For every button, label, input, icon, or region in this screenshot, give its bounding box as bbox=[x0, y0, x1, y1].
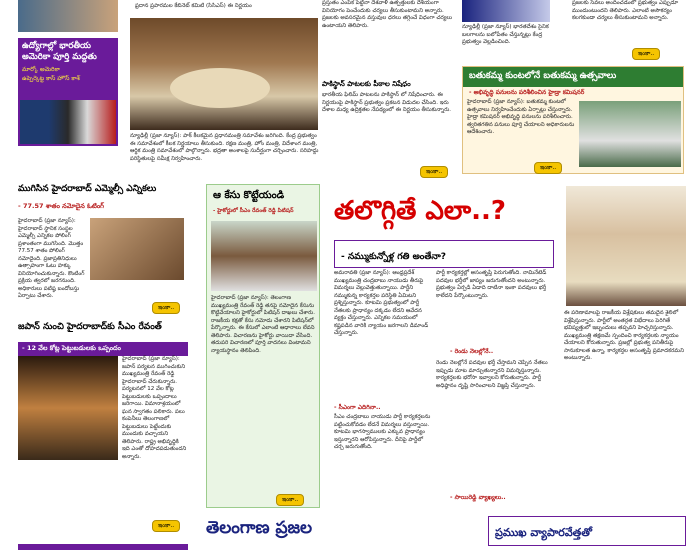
japan-body: హైదరాబాద్ (ప్రజా న్యూస్): జపాన్ పర్యటన ముగించుకుని ముఖ్యమంత్రి రేవంత్ రెడ్డి హైదరాబాద్ చేరుకున్నారు. పర్యటనలో 12 వేల కోట్ల పెట్టుబడులకు ఒప్పందాలు జరిగాయి. విమానాశ్రయంలో ఘన స్వాగతం పలికారు. పలు కంపెనీలు తెలంగాణలో పెట్టుబడులు పెట్టేందుకు ముందుకు వచ్చాయని తెలిపారు. రాష్ట్ర అభివృద్ధికి ఇది ఎంతో దోహదపడుతుందని అన్నారు. bbox=[122, 356, 187, 460]
mla-election-photo bbox=[90, 218, 184, 280]
main-label3: - సాయిరెడ్డి వ్యాఖ్యలు.. bbox=[450, 494, 506, 501]
top-left-sub2: ఉప్పెర్కెట్ట కాస్ హౌస్ కాశ్ bbox=[22, 75, 80, 82]
far-right-col-text: ప్రజలకు సేవలు అందించడంలో ప్రభుత్వం ఎప్పుడూ ముందుంటుందని తెలిపారు. ఎలాంటి అసౌకర్యం కలగకుండా చర్యలు తీసుకుంటామని అన్నారు. bbox=[572, 0, 679, 21]
more-button-1[interactable]: ఇంకా.. bbox=[420, 166, 448, 178]
cabinet-photo bbox=[130, 18, 318, 130]
japan-story bbox=[18, 322, 188, 532]
mla-election-headline: ముగిసిన హైదరాబాద్ ఎమ్మెల్సీ ఎన్నికలు bbox=[18, 184, 157, 194]
bathukamma-box bbox=[462, 66, 684, 174]
more-button-2[interactable]: ఇంకా.. bbox=[632, 48, 660, 60]
cabinet-body: న్యూఢిల్లీ (ప్రజా న్యూస్): పాక్ కీలకమైన ప్రధానమంత్రి సమావేశం జరిగింది. కేంద్ర ప్రభుత్వం ఈ సమావేశంలో కీలక నిర్ణయాలు తీసుకుంది. రక్షణ మంత్రి, హోం మంత్రి, విదేశాంగ మంత్రి, ఆర్థిక మంత్రి సమావేశంలో పాల్గొన్నారు. భద్రతా అంశాలపై సుదీర్ఘంగా చర్చించారు. సరిహద్దు పరిస్థితులపై సమీక్ష నిర్వహించారు. bbox=[130, 133, 319, 162]
top-right-col-text: న్యూఢిల్లీ (ప్రజా న్యూస్) భారతదేశం సైనిక బలగాలను బలోపేతం చేస్తున్నట్లు కేంద్ర ప్రభుత్వం వెల్లడించింది. bbox=[462, 24, 549, 45]
mla-election-body: హైదరాబాద్ (ప్రజా న్యూస్): హైదరాబాద్ స్థానిక సంస్థల ఎమ్మెల్సీ ఎన్నికల పోలింగ్ ప్రశాంతంగా ముగిసింది. మొత్తం 77.57 శాతం పోలింగ్ నమోదైంది. ప్రజాప్రతినిధులు ఉత్సాహంగా ఓటు హక్కు వినియోగించుకున్నారు. కౌంటింగ్ ప్రక్రియ త్వరలో జరగనుంది. అధికారులు పటిష్ఠ బందోబస్తు ఏర్పాటు చేశారు. bbox=[18, 218, 85, 299]
bathukamma-sub: - అభివృద్ధి పనులను పరిశీలించిన హైడ్రా కమిషనర్ bbox=[469, 89, 585, 96]
main-col1b: సీఎం చంద్రబాబు నాయుడు పార్టీ కార్యకర్తలను పట్టించుకోవడం లేదనే విమర్శలు వస్తున్నాయి. కూటమి భాగస్వాములకు ఎక్కువ ప్రాధాన్యం ఇస్తున్నారని ఆరోపిస్తున్నారు. దీనిపై పార్టీలో చర్చ జరుగుతోంది. bbox=[334, 414, 431, 450]
more-button-5[interactable]: ఇంకా.. bbox=[152, 520, 180, 532]
chandrababu-photo bbox=[566, 186, 686, 306]
japan-sub-bar bbox=[18, 342, 188, 356]
bottom-left-strip bbox=[18, 544, 188, 550]
top-left-photo bbox=[18, 0, 118, 32]
more-button-4[interactable]: ఇంకా.. bbox=[152, 302, 180, 314]
main-col2: పార్టీ కార్యకర్తల్లో అసంతృప్తి పెరుగుతోంది. నామినేటెడ్ పదవుల భర్తీలో జాప్యం జరుగుతోందని అంటున్నారు. ప్రభుత్వం ఏర్పడి ఏడాది దాటినా ఇంకా పదవులు భర్తీ కాలేదని పేర్కొంటున్నారు. bbox=[436, 270, 547, 299]
bottom-business-box bbox=[488, 516, 686, 546]
cabinet-caption: ఫ్రదాన ప్రపారమల కేబినెట్ కమిటి (సిసిఎస్) ఈ నిర్ణయం bbox=[135, 3, 252, 9]
japan-headline: జపాన్ నుంచి హైదరాబాద్‌కు సీఎం రేవంత్ bbox=[18, 322, 162, 332]
top-left-photo-2 bbox=[20, 100, 116, 144]
bathukamma-headline: బతుకమ్మ కుంటలోనే బతుకమ్మ ఉత్సవాలు bbox=[463, 67, 683, 87]
bottom-telangana-headline: తెలంగాణ ప్రజల bbox=[206, 518, 313, 538]
more-button-6[interactable]: ఇంకా.. bbox=[276, 494, 304, 506]
revanth-photo bbox=[211, 221, 317, 291]
top-left-headline: ఉద్యోగాల్లో భారతీయ అమెరికా పూర్తి మద్దతు bbox=[22, 41, 97, 62]
main-headline: తలొగ్గితే ఎలా..? bbox=[334, 196, 506, 226]
main-label2: - సీఎంగా ఎదిగినా.. bbox=[334, 404, 381, 411]
main-sub-box bbox=[334, 240, 554, 268]
top-left-sub: మార్కో అమెరికా bbox=[22, 66, 60, 73]
revanth-headline: ఆ కేసు కొట్టేయండి bbox=[213, 190, 285, 201]
japan-sub: - 12 వేల కోట్ల పెట్టుబడులకు ఒప్పందం bbox=[22, 344, 121, 352]
main-sub: - నమ్ముకున్నోళ్ల గతి అంతేనా? bbox=[341, 252, 446, 262]
main-col3: ఈ పరిణామాలపై రాజకీయ విశ్లేషకులు తమదైన శైలిలో విశ్లేషిస్తున్నారు. పార్టీలో అంతర్గత విభేదాలు పెరిగితే భవిష్యత్తులో ఇబ్బందులు తప్పవని హెచ్చరిస్తున్నారు. ముఖ్యమంత్రి తక్షణమే స్పందించి కార్యకర్తలకు న్యాయం చేయాలని కోరుతున్నారు. ప్రజల్లో ప్రభుత్వ పనితీరుపై సానుకూలత ఉన్నా, కార్యకర్తల అసంతృప్తి ప్రమాదకరమని అంటున్నారు. bbox=[564, 310, 684, 361]
revanth-body: హైదరాబాద్ (ప్రజా న్యూస్): తెలంగాణ ముఖ్యమంత్రి రేవంత్ రెడ్డి తనపై నమోదైన కేసును కొట్టివేయాలని హైకోర్టులో పిటిషన్ దాఖలు చేశారు. రాజకీయ కక్షతో కేసు నమోదు చేశారని పిటిషన్‌లో పేర్కొన్నారు. ఈ కేసులో ఎలాంటి ఆధారాలు లేవని తెలిపారు. విచారణను హైకోర్టు వాయిదా వేసింది. తదుపరి విచారణలో పూర్తి వాదనలు వింటామని న్యాయస్థానం తెలిపింది. bbox=[211, 295, 315, 354]
mid-col-text2: భారతీయ ఫిలిమ్ పాటలను పాకిస్థాన్ లో నిషేధించారు. ఈ నిర్ణయంపై పాకిస్థాన్ ప్రభుత్వం ప్రకటన విడుదల చేసింది. ఇరు దేశాల మధ్య ఉద్రిక్తతల నేపథ్యంలో ఈ నిర్ణయం తీసుకున్నారు. bbox=[322, 92, 452, 113]
revanth-sub: - హైకోర్టులో సీఎం రేవంత్ రెడ్డి పిటిషన్ bbox=[213, 208, 294, 214]
mid-col-headline: పాకిస్థాన్ పాటలకు పీఠాల నిషేధం bbox=[322, 80, 411, 88]
bathukamma-photo bbox=[579, 101, 681, 167]
mid-col-text: ప్రస్తుతం ఎంపిక పెట్టినా దేశవాళీ ఉత్పత్తులకు దేశీయంగా వినియోగం పెంచేందుకు చర్యలు తీసుకుంటామని అన్నారు. ప్రజలకు అవసరమైన వస్తువుల ధరలు తగ్గించే విధంగా చర్యలు ఉంటాయని తెలిపారు. bbox=[322, 0, 453, 29]
main-col1: అమరావతి (ప్రజా న్యూస్): ఆంధ్రప్రదేశ్ ముఖ్యమంత్రి చంద్రబాబు నాయుడు తీరుపై విమర్శలు వెల్లువెత్తుతున్నాయి. పార్టీని నమ్ముకున్న కార్యకర్తల పరిస్థితి ఏమిటని ప్రశ్నిస్తున్నారు. కూటమి ప్రభుత్వంలో పార్టీ నేతలకు ప్రాధాన్యం దక్కడం లేదని ఆవేదన వ్యక్తం చేస్తున్నారు. ఎన్నికల సమయంలో కష్టపడిన వారికి న్యాయం జరగాలని డిమాండ్ చేస్తున్నారు. bbox=[334, 270, 429, 336]
japan-photo bbox=[18, 356, 118, 460]
revanth-story bbox=[206, 184, 320, 508]
more-button-3[interactable]: ఇంకా.. bbox=[534, 162, 562, 174]
mla-election-sub: - 77.57 శాతం నమోదైన ఓటింగ్ bbox=[18, 202, 104, 210]
mla-election bbox=[18, 184, 188, 316]
top-left-story bbox=[18, 38, 118, 146]
bathukamma-body: హైదరాబాద్ (ప్రజా న్యూస్): బతుకమ్మ కుంటలో ఉత్సవాలు నిర్వహించేందుకు ఏర్పాట్లు చేస్తున్నారు. హైడ్రా కమిషనర్ అభివృద్ధి పనులను పరిశీలించారు. త్వరితగతిన పనులు పూర్తి చేయాలని అధికారులను ఆదేశించారు. bbox=[467, 99, 575, 135]
bottom-business-headline: ప్రముఖ వ్యాపారవేత్తతో bbox=[495, 526, 592, 539]
main-col2b: రెండు నెలల్లోనే పదవుల భర్తీ చేస్తామని చెప్పిన నేతలు ఇప్పుడు మాట మార్చుతున్నారని విమర్శిస్తున్నారు. కార్యకర్తలకు భరోసా ఇవ్వాలని కోరుతున్నారు. పార్టీ అధిష్ఠానం దృష్టి సారించాలని విజ్ఞప్తి చేస్తున్నారు. bbox=[436, 360, 548, 389]
top-right-photo bbox=[462, 0, 550, 22]
main-label1: - రెండు నెలల్లోనే.. bbox=[450, 348, 494, 355]
